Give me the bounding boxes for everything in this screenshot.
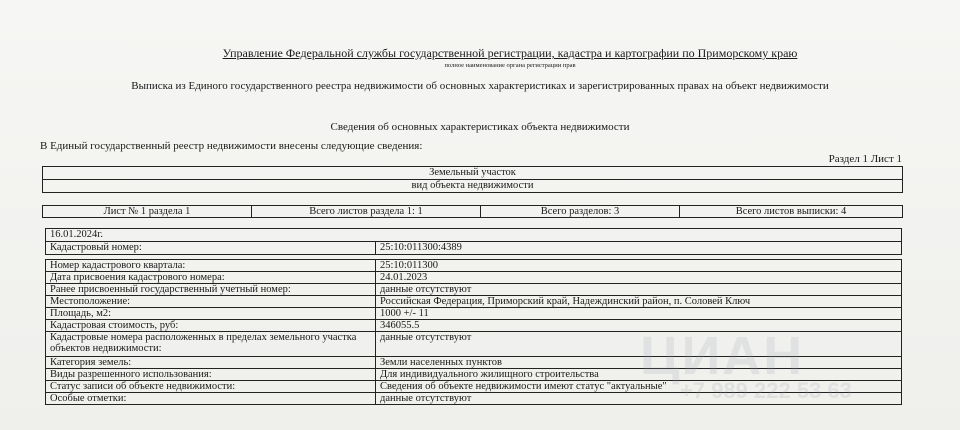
cadastral-value: 25:10:011300:4389 — [376, 242, 902, 255]
cadastral-label: Кадастровый номер: — [46, 242, 376, 255]
row-value: Земли населенных пунктов — [376, 357, 902, 369]
org-name: Управление Федеральной службы государственной регистрации, кадастра и картографии по Приморскому краю — [222, 46, 798, 60]
table-row — [46, 308, 902, 320]
row-label: Местоположение: — [46, 296, 376, 308]
sheet-number: Лист № 1 раздела 1 — [43, 206, 252, 218]
table-row — [46, 260, 902, 272]
intro-text: В Единый государственный реестр недвижимости внесены следующие сведения: — [40, 140, 423, 152]
row-value: Для индивидуального жилищного строительства — [376, 369, 902, 381]
row-label: Особые отметки: — [46, 393, 376, 405]
extract-title: Выписка из Единого государственного реестра недвижимости об основных характеристиках и зарегистрированных правах на объект недвижимости — [131, 80, 829, 92]
row-label: Статус записи об объекте недвижимости: — [46, 381, 376, 393]
total-extract-sheets: Всего листов выписки: 4 — [680, 206, 903, 218]
row-label: Виды разрешенного использования: — [46, 369, 376, 381]
info-title: Сведения об основных характеристиках объекта недвижимости — [330, 121, 630, 133]
table-row — [46, 272, 902, 284]
total-sections: Всего разделов: 3 — [481, 206, 680, 218]
row-value: 24.01.2023 — [376, 272, 902, 284]
row-value: 346055.5 — [376, 320, 902, 332]
sheets-table — [42, 205, 903, 218]
object-type-value: Земельный участок — [43, 167, 903, 180]
row-value: Российская Федерация, Приморский край, Надеждинский район, п. Соловей Ключ — [376, 296, 902, 308]
row-value: 25:10:011300 — [376, 260, 902, 272]
watermark-phone: +7 989 222 53 63 — [680, 378, 852, 403]
object-type-caption: вид объекта недвижимости — [43, 180, 903, 193]
table-row — [46, 284, 902, 296]
row-value: данные отсутствуют — [376, 393, 902, 405]
row-label: Ранее присвоенный государственный учетный номер: — [46, 284, 376, 296]
row-value: 1000 +/- 11 — [376, 308, 902, 320]
date-table — [45, 228, 902, 255]
total-section-sheets: Всего листов раздела 1: 1 — [252, 206, 481, 218]
watermark-logo: ЦИАН — [640, 326, 805, 386]
row-label: Кадастровая стоимость, руб: — [46, 320, 376, 332]
row-label: Номер кадастрового квартала: — [46, 260, 376, 272]
row-value: Сведения об объекте недвижимости имеют статус "актуальные" — [376, 381, 902, 393]
object-type-table — [42, 166, 903, 193]
extract-date: 16.01.2024г. — [46, 229, 902, 242]
row-label: Дата присвоения кадастрового номера: — [46, 272, 376, 284]
section-label: Раздел 1 Лист 1 — [828, 153, 902, 165]
row-value: данные отсутствуют — [376, 284, 902, 296]
table-row — [46, 296, 902, 308]
row-value: данные отсутствуют — [376, 332, 902, 357]
row-label: Категория земель: — [46, 357, 376, 369]
row-label: Площадь, м2: — [46, 308, 376, 320]
org-caption: полное наименование органа регистрации прав — [444, 62, 576, 69]
row-label: Кадастровые номера расположенных в пределах земельного участка объектов недвижимости: — [46, 332, 376, 357]
